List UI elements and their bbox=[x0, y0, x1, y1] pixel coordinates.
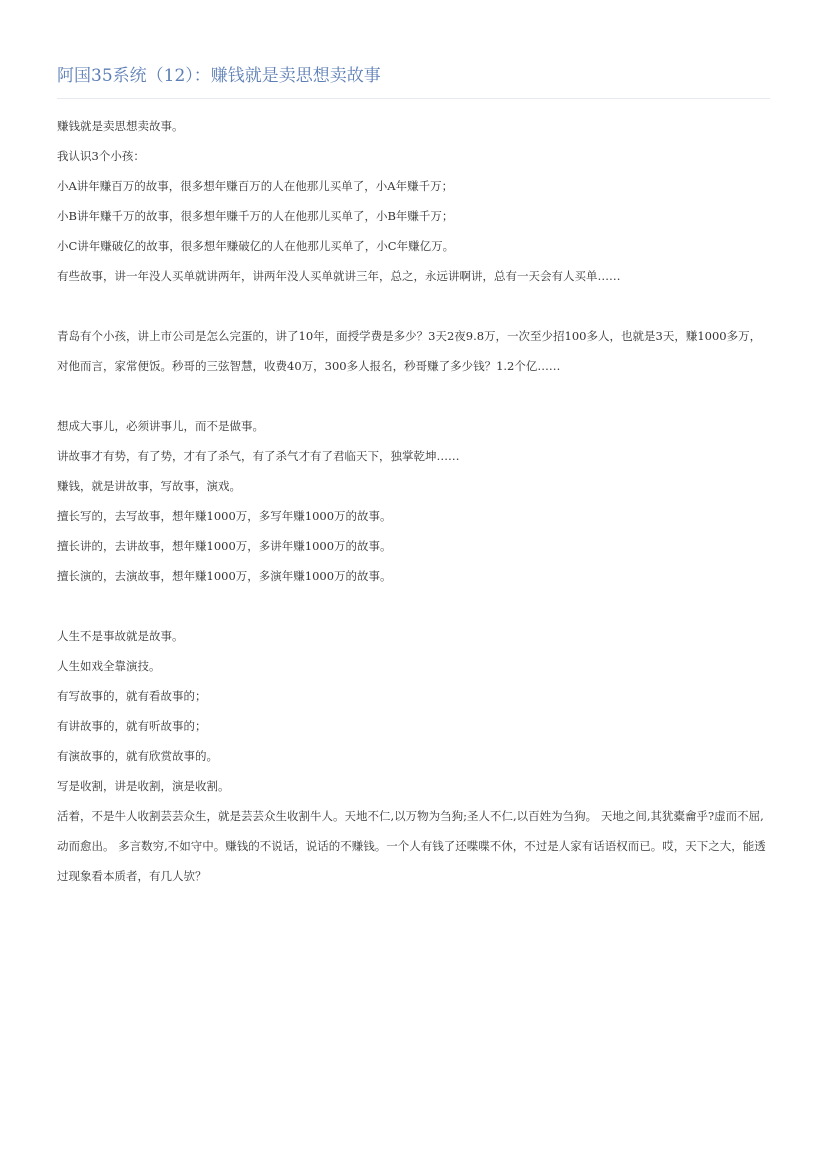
title-divider bbox=[57, 98, 770, 99]
paragraph: 小B讲年赚千万的故事，很多想年赚千万的人在他那儿买单了，小B年赚千万； bbox=[57, 209, 454, 223]
paragraph: 赚钱就是卖思想卖故事。 bbox=[57, 119, 184, 133]
paragraph-gap bbox=[57, 591, 770, 621]
paragraph: 写是收割，讲是收割，演是收割。 bbox=[57, 779, 230, 793]
paragraph: 想成大事儿，必须讲事儿，而不是做事。 bbox=[57, 419, 264, 433]
paragraph: 擅长写的，去写故事，想年赚1000万，多写年赚1000万的故事。 bbox=[57, 509, 392, 523]
paragraph: 人生不是事故就是故事。 bbox=[57, 629, 184, 643]
paragraph: 有写故事的，就有看故事的； bbox=[57, 689, 207, 703]
article-body bbox=[57, 111, 770, 891]
paragraph: 活着，不是牛人收割芸芸众生，就是芸芸众生收割牛人。天地不仁,以万物为刍狗;圣人不仁,以百姓为刍狗。 天地之间,其犹橐龠乎?虚而不屈,动而愈出。 多言数穷,不如守中。赚钱的不说话，说话的不赚钱。一个人有钱了还喋喋不休，不过是人家有话语权而已。哎，天下之大，能透过现象看本质者，有几人欤？ bbox=[57, 809, 766, 883]
paragraph-gap bbox=[57, 291, 770, 321]
paragraph: 擅长讲的，去讲故事，想年赚1000万，多讲年赚1000万的故事。 bbox=[57, 539, 392, 553]
paragraph: 人生如戏全靠演技。 bbox=[57, 659, 161, 673]
paragraph: 有演故事的，就有欣赏故事的。 bbox=[57, 749, 218, 763]
paragraph: 小A讲年赚百万的故事，很多想年赚百万的人在他那儿买单了，小A年赚千万； bbox=[57, 179, 454, 193]
paragraph: 讲故事才有势，有了势，才有了杀气，有了杀气才有了君临天下，独掌乾坤…… bbox=[57, 449, 460, 463]
paragraph: 有讲故事的，就有听故事的； bbox=[57, 719, 207, 733]
paragraph-gap bbox=[57, 381, 770, 411]
paragraph: 我认识3个小孩： bbox=[57, 149, 145, 163]
paragraph: 赚钱，就是讲故事，写故事，演戏。 bbox=[57, 479, 241, 493]
article-title: 阿国35系统（12）：赚钱就是卖思想卖故事 bbox=[57, 66, 381, 86]
paragraph: 小C讲年赚破亿的故事，很多想年赚破亿的人在他那儿买单了，小C年赚亿万。 bbox=[57, 239, 455, 253]
paragraph: 青岛有个小孩，讲上市公司是怎么完蛋的，讲了10年，面授学费是多少？3天2夜9.8万，一次至少招100多人，也就是3天，赚1000多万，对他而言，家常便饭。秒哥的三弦智慧，收费40万，300多人报名，秒哥赚了多少钱？1.2个亿…… bbox=[57, 329, 762, 373]
paragraph: 有些故事，讲一年没人买单就讲两年，讲两年没人买单就讲三年，总之，永远讲啊讲，总有一天会有人买单…… bbox=[57, 269, 621, 283]
paragraph: 擅长演的，去演故事，想年赚1000万，多演年赚1000万的故事。 bbox=[57, 569, 392, 583]
